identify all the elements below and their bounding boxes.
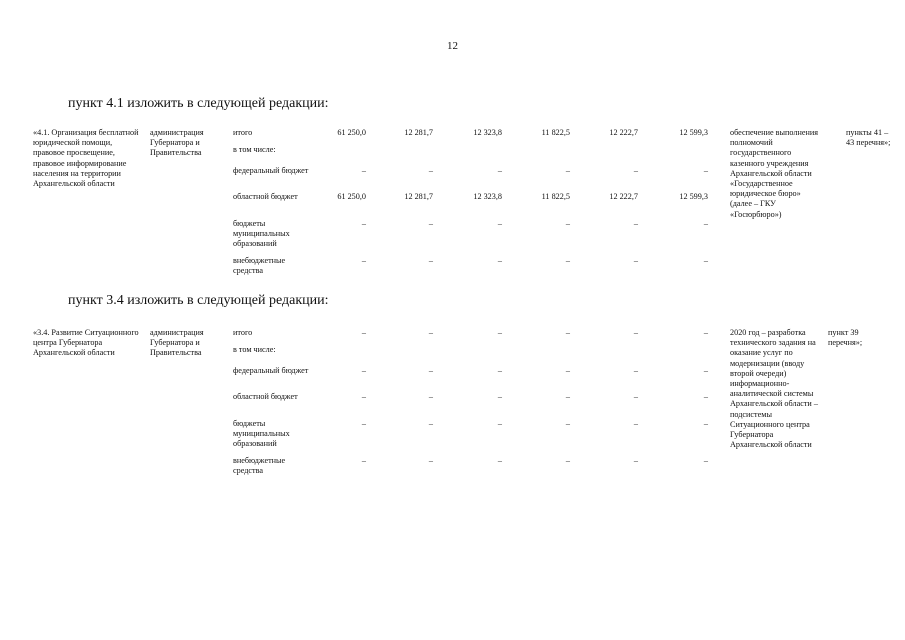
funding-value-cell: –: [497, 328, 502, 337]
section2-measure-name: «3.4. Развитие Ситуационного центра Губернатора Архангельской области: [33, 328, 139, 358]
funding-source-label: внебюджетные средства: [233, 256, 286, 276]
funding-source-label: федеральный бюджет: [233, 166, 309, 175]
funding-value-cell: 11 822,5: [541, 128, 570, 137]
funding-value-cell: 61 250,0: [337, 192, 366, 201]
funding-source-label: итого: [233, 128, 253, 137]
funding-value-cell: 12 323,8: [473, 128, 502, 137]
funding-value-cell: –: [633, 328, 638, 337]
funding-source-label: итого: [233, 328, 253, 337]
funding-source-label: бюджеты муниципальных образований: [233, 419, 290, 449]
funding-value-cell: –: [497, 456, 502, 465]
funding-value-cell: 11 822,5: [541, 192, 570, 201]
funding-value-cell: 61 250,0: [337, 128, 366, 137]
funding-source-label: в том числе:: [233, 345, 276, 354]
funding-value-cell: –: [703, 392, 708, 401]
funding-source-label: внебюджетные средства: [233, 456, 286, 476]
funding-value-cell: 12 281,7: [404, 192, 433, 201]
funding-value-cell: –: [703, 328, 708, 337]
funding-source-label: бюджеты муниципальных образований: [233, 219, 290, 249]
funding-value-cell: –: [361, 256, 366, 265]
funding-value-cell: –: [361, 366, 366, 375]
funding-value-cell: –: [497, 366, 502, 375]
funding-source-label: областной бюджет: [233, 192, 298, 201]
funding-value-cell: –: [565, 328, 570, 337]
funding-value-cell: –: [565, 456, 570, 465]
funding-value-cell: –: [428, 256, 433, 265]
funding-value-cell: –: [633, 166, 638, 175]
funding-value-cell: 12 281,7: [404, 128, 433, 137]
funding-value-cell: –: [633, 392, 638, 401]
funding-value-cell: –: [361, 219, 366, 228]
funding-value-cell: –: [361, 456, 366, 465]
funding-value-cell: –: [565, 166, 570, 175]
funding-value-cell: –: [497, 256, 502, 265]
funding-value-cell: –: [361, 419, 366, 428]
funding-value-cell: 12 222,7: [609, 128, 638, 137]
funding-value-cell: –: [633, 366, 638, 375]
page-number: 12: [447, 40, 458, 52]
section1-result: обеспечение выполнения полномочий государственного казенного учреждения Архангельской области «Государственное юридическое бюро» (далее – ГКУ «Госюрбюро»): [730, 128, 818, 219]
funding-value-cell: –: [633, 419, 638, 428]
funding-value-cell: 12 599,3: [679, 128, 708, 137]
funding-value-cell: –: [565, 392, 570, 401]
funding-value-cell: –: [428, 419, 433, 428]
funding-source-label: областной бюджет: [233, 392, 298, 401]
funding-value-cell: –: [497, 219, 502, 228]
funding-value-cell: –: [633, 456, 638, 465]
funding-value-cell: 12 599,3: [679, 192, 708, 201]
funding-value-cell: –: [703, 366, 708, 375]
funding-value-cell: –: [428, 392, 433, 401]
section1-executor: администрация Губернатора и Правительства: [150, 128, 204, 158]
section1-points: пункты 41 – 43 перечня»;: [846, 128, 891, 148]
funding-source-label: в том числе:: [233, 145, 276, 154]
funding-value-cell: –: [428, 328, 433, 337]
section1-measure-name: «4.1. Организация бесплатной юридической помощи, правовое просвещение, правовое информирование населения на территории Архангельской области: [33, 128, 139, 189]
funding-value-cell: –: [565, 219, 570, 228]
funding-value-cell: –: [497, 419, 502, 428]
section2-points: пункт 39 перечня»;: [828, 328, 863, 348]
section2-executor: администрация Губернатора и Правительства: [150, 328, 204, 358]
funding-value-cell: –: [565, 366, 570, 375]
funding-value-cell: –: [703, 166, 708, 175]
funding-value-cell: –: [497, 392, 502, 401]
funding-value-cell: –: [361, 328, 366, 337]
section2-result: 2020 год – разработка технического задания на оказание услуг по модернизации (вводу второй очереди) информационно-аналитической системы Архангельской области – подсистемы Ситуационного центра Губернатора Архангельской области: [730, 328, 818, 450]
funding-value-cell: –: [361, 392, 366, 401]
funding-value-cell: –: [565, 256, 570, 265]
funding-value-cell: –: [703, 419, 708, 428]
funding-value-cell: –: [361, 166, 366, 175]
funding-value-cell: –: [703, 219, 708, 228]
funding-value-cell: –: [633, 256, 638, 265]
funding-value-cell: –: [428, 219, 433, 228]
funding-value-cell: –: [703, 256, 708, 265]
funding-value-cell: 12 222,7: [609, 192, 638, 201]
funding-source-label: федеральный бюджет: [233, 366, 309, 375]
funding-value-cell: 12 323,8: [473, 192, 502, 201]
funding-value-cell: –: [633, 219, 638, 228]
section1-heading: пункт 4.1 изложить в следующей редакции:: [68, 96, 329, 111]
funding-value-cell: –: [428, 456, 433, 465]
section2-heading: пункт 3.4 изложить в следующей редакции:: [68, 293, 329, 308]
funding-value-cell: –: [428, 366, 433, 375]
funding-value-cell: –: [565, 419, 570, 428]
funding-value-cell: –: [428, 166, 433, 175]
funding-value-cell: –: [703, 456, 708, 465]
funding-value-cell: –: [497, 166, 502, 175]
